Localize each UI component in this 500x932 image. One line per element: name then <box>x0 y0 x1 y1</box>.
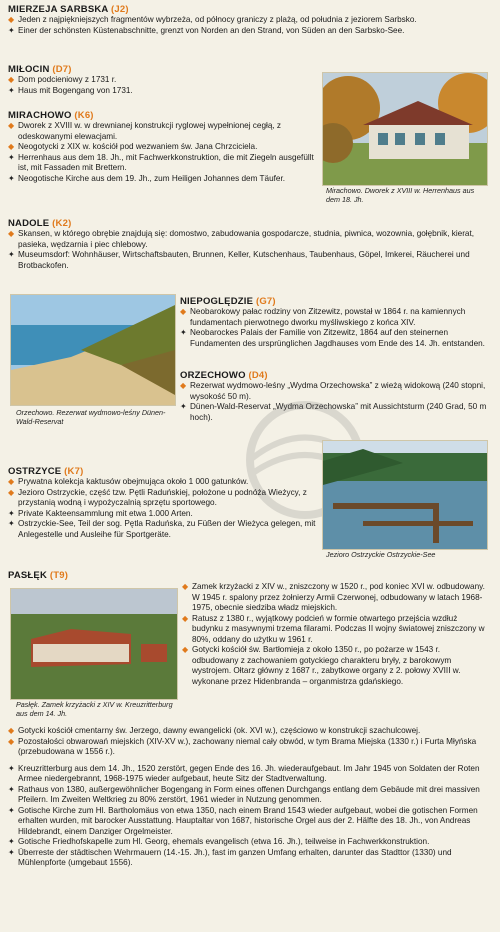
section-title: MIŁOCIN (D7) <box>8 64 72 75</box>
list-item: ◆ Dom podcieniowy z 1731 r. <box>8 75 117 84</box>
section-paslek-pl <box>182 582 488 687</box>
list-item: ◆ Gotycki kościół św. Bartłomieja z około 1350 r., po pożarze w 1543 r. odbudowany z zachowaniem gotyckiego charakteru bryły, z barokowym wystrojem. Ołtarz główny z 1687 r., zabytkowe organy z 2. połowy XVIII w. wykonane przez Hidenbranda – organmistrza gdańskiego. <box>182 645 461 686</box>
list-item: ✦ Neogotische Kirche aus dem 19. Jh., zum Heiligen Johannes dem Täufer. <box>8 173 286 183</box>
list-item: ✦ Museumsdorf: Wohnhäuser, Wirtschaftsbauten, Brunnen, Keller, Kutschenhaus, Taubenhaus, Göpel, Imkerei, Räucherei und Brotbackofen. <box>8 250 470 270</box>
list-item: ✦ Überreste der städtischen Wehrmauern (14.-15. Jh.), fast im ganzen Umfang erhalten, darunter das Stadttor (1330) und Mühlenpforte (umgebaut 1556). <box>8 847 452 867</box>
list-item: ◆ Rezerwat wydmowo-leśny „Wydma Orzechowska” z wieżą widokową (240 stopni, wysokość 50 m). <box>180 381 486 401</box>
orzechowo-photo <box>10 294 176 406</box>
section-title: NIEPOGLĘDZIE (G7) <box>180 296 276 307</box>
ostrzyce-photo <box>322 440 488 550</box>
orzechowo-caption: Orzechowo. Rezerwat wydmowo-leśny Dünen-Wald-Reservat <box>16 408 166 426</box>
section-title: OSTRZYCE (K7) <box>8 466 84 477</box>
list-item: ✦ Kreuzritterburg aus dem 14. Jh., 1520 zerstört, gegen Ende des 16. Jh. wiederaufgebaut. Im Jahr 1945 von Soldaten der Roten Armee niedergebrannt, 1968-1975 wieder aufgebaut, heute Sitz der Stadtverwaltung. <box>8 763 480 783</box>
list-item: ✦ Rathaus von 1380, außergewöhnlicher Bogengang in Form eines offenen Durchgangs entlang dem Gebäude mit drei massiven Pfeilern. Im Zweiten Weltkrieg zu 80% zerstört, 1961 wieder in Nutzung genommen. <box>8 784 480 804</box>
section-nadole <box>8 218 492 271</box>
paslek-caption: Pasłęk. Zamek krzyżacki z XIV w. Kreuzritterburg aus dem 14. Jh. <box>16 700 173 718</box>
list-item: ◆ Neobarokowy pałac rodziny von Zitzewitz, powstał w 1864 r. na kamiennych fundamentach pierwotnego dworku myśliwskiego z końca XIV. <box>180 307 466 327</box>
list-item: ◆ Jeden z najpiękniejszych fragmentów wybrzeża, od północy graniczy z plażą, od południa z jeziorem Sarbsko. <box>8 15 417 24</box>
mirachowo-caption: Mirachowo. Dworek z XVIII w. Herrenhaus aus dem 18. Jh. <box>326 186 475 204</box>
section-title: MIRACHOWO (K6) <box>8 110 94 121</box>
mirachowo-photo <box>322 72 488 186</box>
list-item: ✦ Haus mit Bogengang von 1731. <box>8 85 133 95</box>
paslek-photo <box>10 588 178 700</box>
section-paslek-title <box>8 570 208 581</box>
list-item: ◆ Ratusz z 1380 r., wyjątkowy podcień w formie otwartego przejścia wzdłuż budynku z masywnymi trzema filarami. Podczas II wojny światowej zniszczony w 80%, oddany do użytku w 1961 r. <box>182 613 485 644</box>
list-item: ✦ Gotische Kirche zum Hl. Bartholomäus von etwa 1350, nach einem Brand 1543 wieder aufgebaut, wobei die gotischen Formen erhalten wurden, mit barocker Ausstattung. Hauptaltar von 1687, historische Orgel aus der 2. Hälfte des 18. Jh., von Andreas Hildebrandt, einem Danziger Orgelmeister. <box>8 805 478 836</box>
list-item: ◆ Prywatna kolekcja kaktusów obejmująca około 1 000 gatunków. <box>8 477 249 486</box>
list-item: ◆ Neogotycki z XIX w. kościół pod wezwaniem św. Jana Chrzciciela. <box>8 142 258 151</box>
section-mirachowo <box>8 110 318 184</box>
section-milocin <box>8 64 308 96</box>
list-item: ✦ Dünen-Wald-Reservat „Wydma Orzechowska” mit Aussichtsturm (240 Grad, 50 m hoch). <box>180 402 487 422</box>
section-title: NADOLE (K2) <box>8 218 72 229</box>
section-ostrzyce <box>8 466 324 540</box>
list-item: ◆ Gotycki kościół cmentarny św. Jerzego, dawny ewangelicki (ok. XVI w.), częściowo w konstrukcji szachulcowej. <box>8 726 421 735</box>
list-item: ◆ Dworek z XVIII w. w drewnianej konstrukcji ryglowej wypełnionej cegłą, z odeskowanymi elewacjami. <box>8 121 282 141</box>
list-item: ✦ Ostrzyckie-See, Teil der sog. Pętla Raduńska, zu Füßen der Wieżyca gelegen, mit Anlegestelle und Ausleihe für Sportgeräte. <box>8 519 316 539</box>
list-item: ✦ Einer der schönsten Küstenabschnitte, grenzt von Norden an den Strand, von Süden an den Sarbsko-See. <box>8 25 405 35</box>
section-niepoglenie <box>180 296 488 349</box>
section-mierzeja <box>8 4 492 36</box>
section-title: ORZECHOWO (D4) <box>180 370 268 381</box>
list-item: ◆ Skansen, w którego obrębie znajdują się: domostwo, zabudowania gospodarcze, studnia, piwnica, wozownia, gołębnik, kierat, pasieka, wędzarnia i piec chlebowy. <box>8 229 475 249</box>
list-item: ✦ Private Kakteensammlung mit etwa 1.000 Arten. <box>8 508 193 518</box>
list-item: ◆ Zamek krzyżacki z XIV w., zniszczony w 1520 r., pod koniec XVI w. odbudowany. W 1945 r. spalony przez żołnierzy Armii Czerwonej, odbudowany w latach 1968-1975, obecnie siedziba władz miejskich. <box>182 582 485 612</box>
list-item: ✦ Neobarockes Palais der Familie von Zitzewitz, 1864 auf den steinernen Fundamenten des ursprünglichen Jagdhauses vom Ende des 14. Jh. entstanden. <box>180 328 485 348</box>
section-title: MIERZEJA SARBSKA (J2) <box>8 4 129 15</box>
ostrzyce-caption: Jezioro Ostrzyckie Ostrzyckie-See <box>326 550 436 559</box>
section-title: PASŁĘK (T9) <box>8 570 69 581</box>
section-paslek-rest <box>8 726 492 869</box>
list-item: ◆ Jezioro Ostrzyckie, część tzw. Pętli Raduńskiej, położone u podnóża Wieżycy, z przystanią wodną i wypożyczalnią sprzętu sportowego. <box>8 487 307 507</box>
list-item: ✦ Gotische Friedhofskapelle zum Hl. Georg, ehemals evangelisch (etwa 16. Jh.), teilweise in Fachwerkkonstruktion. <box>8 837 430 846</box>
list-item: ◆ Pozostałości obwarowań miejskich (XIV-XV w.), zachowany niemal cały obwód, w tym Brama Miejska (1330 r.) i Furta Młyńska (przebudowana w 1556 r.). <box>8 736 477 756</box>
list-item: ✦ Herrenhaus aus dem 18. Jh., mit Fachwerkkonstruktion, die mit Ziegeln ausgefüllt ist, mit Fassaden mit Brettern. <box>8 152 314 172</box>
